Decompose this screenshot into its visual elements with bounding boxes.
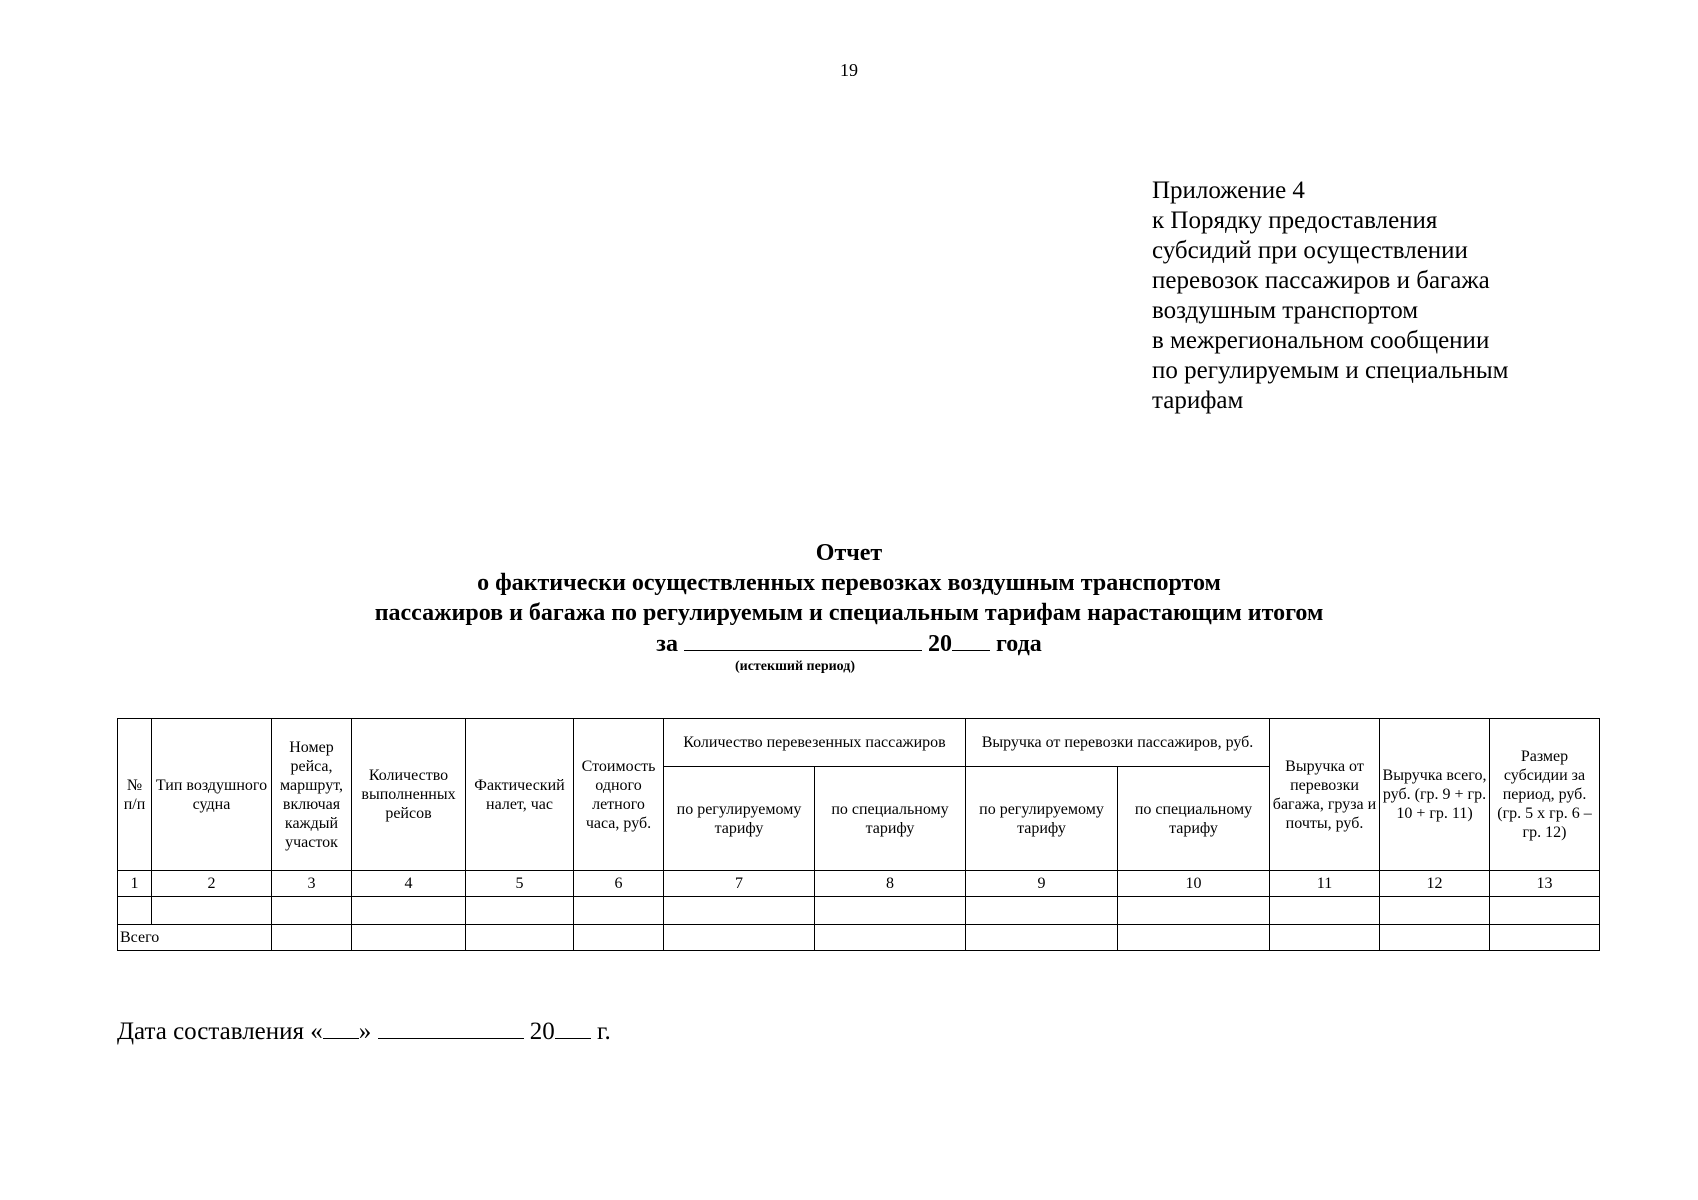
header-aircraft: Тип воздушного судна [152, 719, 272, 871]
column-number: 7 [664, 871, 815, 897]
table-cell [574, 897, 664, 925]
column-number: 5 [466, 871, 574, 897]
date-line [117, 1016, 611, 1046]
appendix-line: перевозок пассажиров и багажа [1152, 267, 1490, 294]
table-cell [466, 897, 574, 925]
year-blank [952, 628, 990, 651]
table-cell [152, 897, 272, 925]
table-cell [1490, 925, 1600, 951]
column-number: 8 [815, 871, 966, 897]
table-cell [574, 925, 664, 951]
appendix-line: субсидий при осуществлении [1152, 237, 1468, 264]
header-hour-cost: Стоимость одного летного часа, руб. [574, 719, 664, 871]
column-number: 9 [966, 871, 1118, 897]
period-suffix: года [995, 631, 1042, 657]
column-numbers-row [118, 871, 1600, 897]
header-revenue-special: по специальному тарифу [1118, 767, 1270, 871]
column-number: 2 [152, 871, 272, 897]
table-cell [272, 925, 352, 951]
table-cell [466, 925, 574, 951]
total-row [118, 925, 1600, 951]
table-cell [352, 925, 466, 951]
table-cell [966, 925, 1118, 951]
page-number: 19 [840, 60, 858, 80]
column-number: 4 [352, 871, 466, 897]
month-blank [378, 1016, 524, 1039]
appendix-line: Приложение 4 [1152, 177, 1305, 204]
header-flight: Номер рейса, маршрут, включая каждый участок [272, 719, 352, 871]
date-label: Дата составления « [117, 1018, 323, 1045]
table-cell [1270, 897, 1380, 925]
date-suffix: г. [597, 1018, 611, 1045]
table-cell [664, 897, 815, 925]
column-number: 11 [1270, 871, 1380, 897]
period-year: 20 [927, 631, 952, 657]
header-total-revenue: Выручка всего, руб. (гр. 9 + гр. 10 + гр. 11) [1380, 719, 1490, 871]
header-subsidy: Размер субсидии за период, руб. (гр. 5 х гр. 6 – гр. 12) [1490, 719, 1600, 871]
header-passengers-special: по специальному тарифу [815, 767, 966, 871]
report-table [117, 718, 1600, 951]
period-blank [684, 628, 922, 651]
appendix-note [1152, 176, 1672, 416]
period-prefix: за [656, 631, 678, 657]
column-number: 3 [272, 871, 352, 897]
appendix-line: тарифам [1152, 387, 1244, 414]
table-row [118, 897, 1600, 925]
table-cell [118, 897, 152, 925]
header-passengers-group: Количество перевезенных пассажиров [664, 719, 966, 767]
header-flights-count: Количество выполненных рейсов [352, 719, 466, 871]
title-line: о фактически осуществленных перевозках воздушным транспортом [477, 570, 1221, 596]
column-number: 13 [1490, 871, 1600, 897]
table-cell [966, 897, 1118, 925]
period-line [0, 628, 1698, 659]
header-revenue-regulated: по регулируемому тарифу [966, 767, 1118, 871]
table-cell [1270, 925, 1380, 951]
date-year-blank [555, 1016, 591, 1039]
report-title [0, 538, 1698, 675]
total-label: Всего [118, 925, 272, 951]
table-cell [664, 925, 815, 951]
table-cell [1380, 925, 1490, 951]
appendix-line: воздушным транспортом [1152, 297, 1419, 324]
header-passengers-regulated: по регулируемому тарифу [664, 767, 815, 871]
header-revenue-group: Выручка от перевозки пассажиров, руб. [966, 719, 1270, 767]
table-cell [272, 897, 352, 925]
appendix-line: к Порядку предоставления [1152, 207, 1438, 234]
table-cell [1118, 897, 1270, 925]
title-line: Отчет [815, 540, 883, 566]
column-number: 12 [1380, 871, 1490, 897]
appendix-line: в межрегиональном сообщении [1152, 327, 1490, 354]
header-num: № п/п [118, 719, 152, 871]
table-cell [1118, 925, 1270, 951]
date-close-quote: » [358, 1018, 372, 1045]
table-cell [352, 897, 466, 925]
header-cargo-revenue: Выручка от перевозки багажа, груза и почты, руб. [1270, 719, 1380, 871]
table-cell [815, 925, 966, 951]
column-number: 6 [574, 871, 664, 897]
period-hint: (истекший период) [734, 659, 856, 674]
title-line: пассажиров и багажа по регулируемым и специальным тарифам нарастающим итогом [374, 600, 1324, 626]
table-cell [1380, 897, 1490, 925]
table-cell [815, 897, 966, 925]
date-year: 20 [529, 1018, 555, 1045]
table-cell [1490, 897, 1600, 925]
header-flight-hours: Фактический налет, час [466, 719, 574, 871]
appendix-line: по регулируемым и специальным [1152, 357, 1509, 384]
column-number: 10 [1118, 871, 1270, 897]
column-number: 1 [118, 871, 152, 897]
day-blank [323, 1016, 359, 1039]
